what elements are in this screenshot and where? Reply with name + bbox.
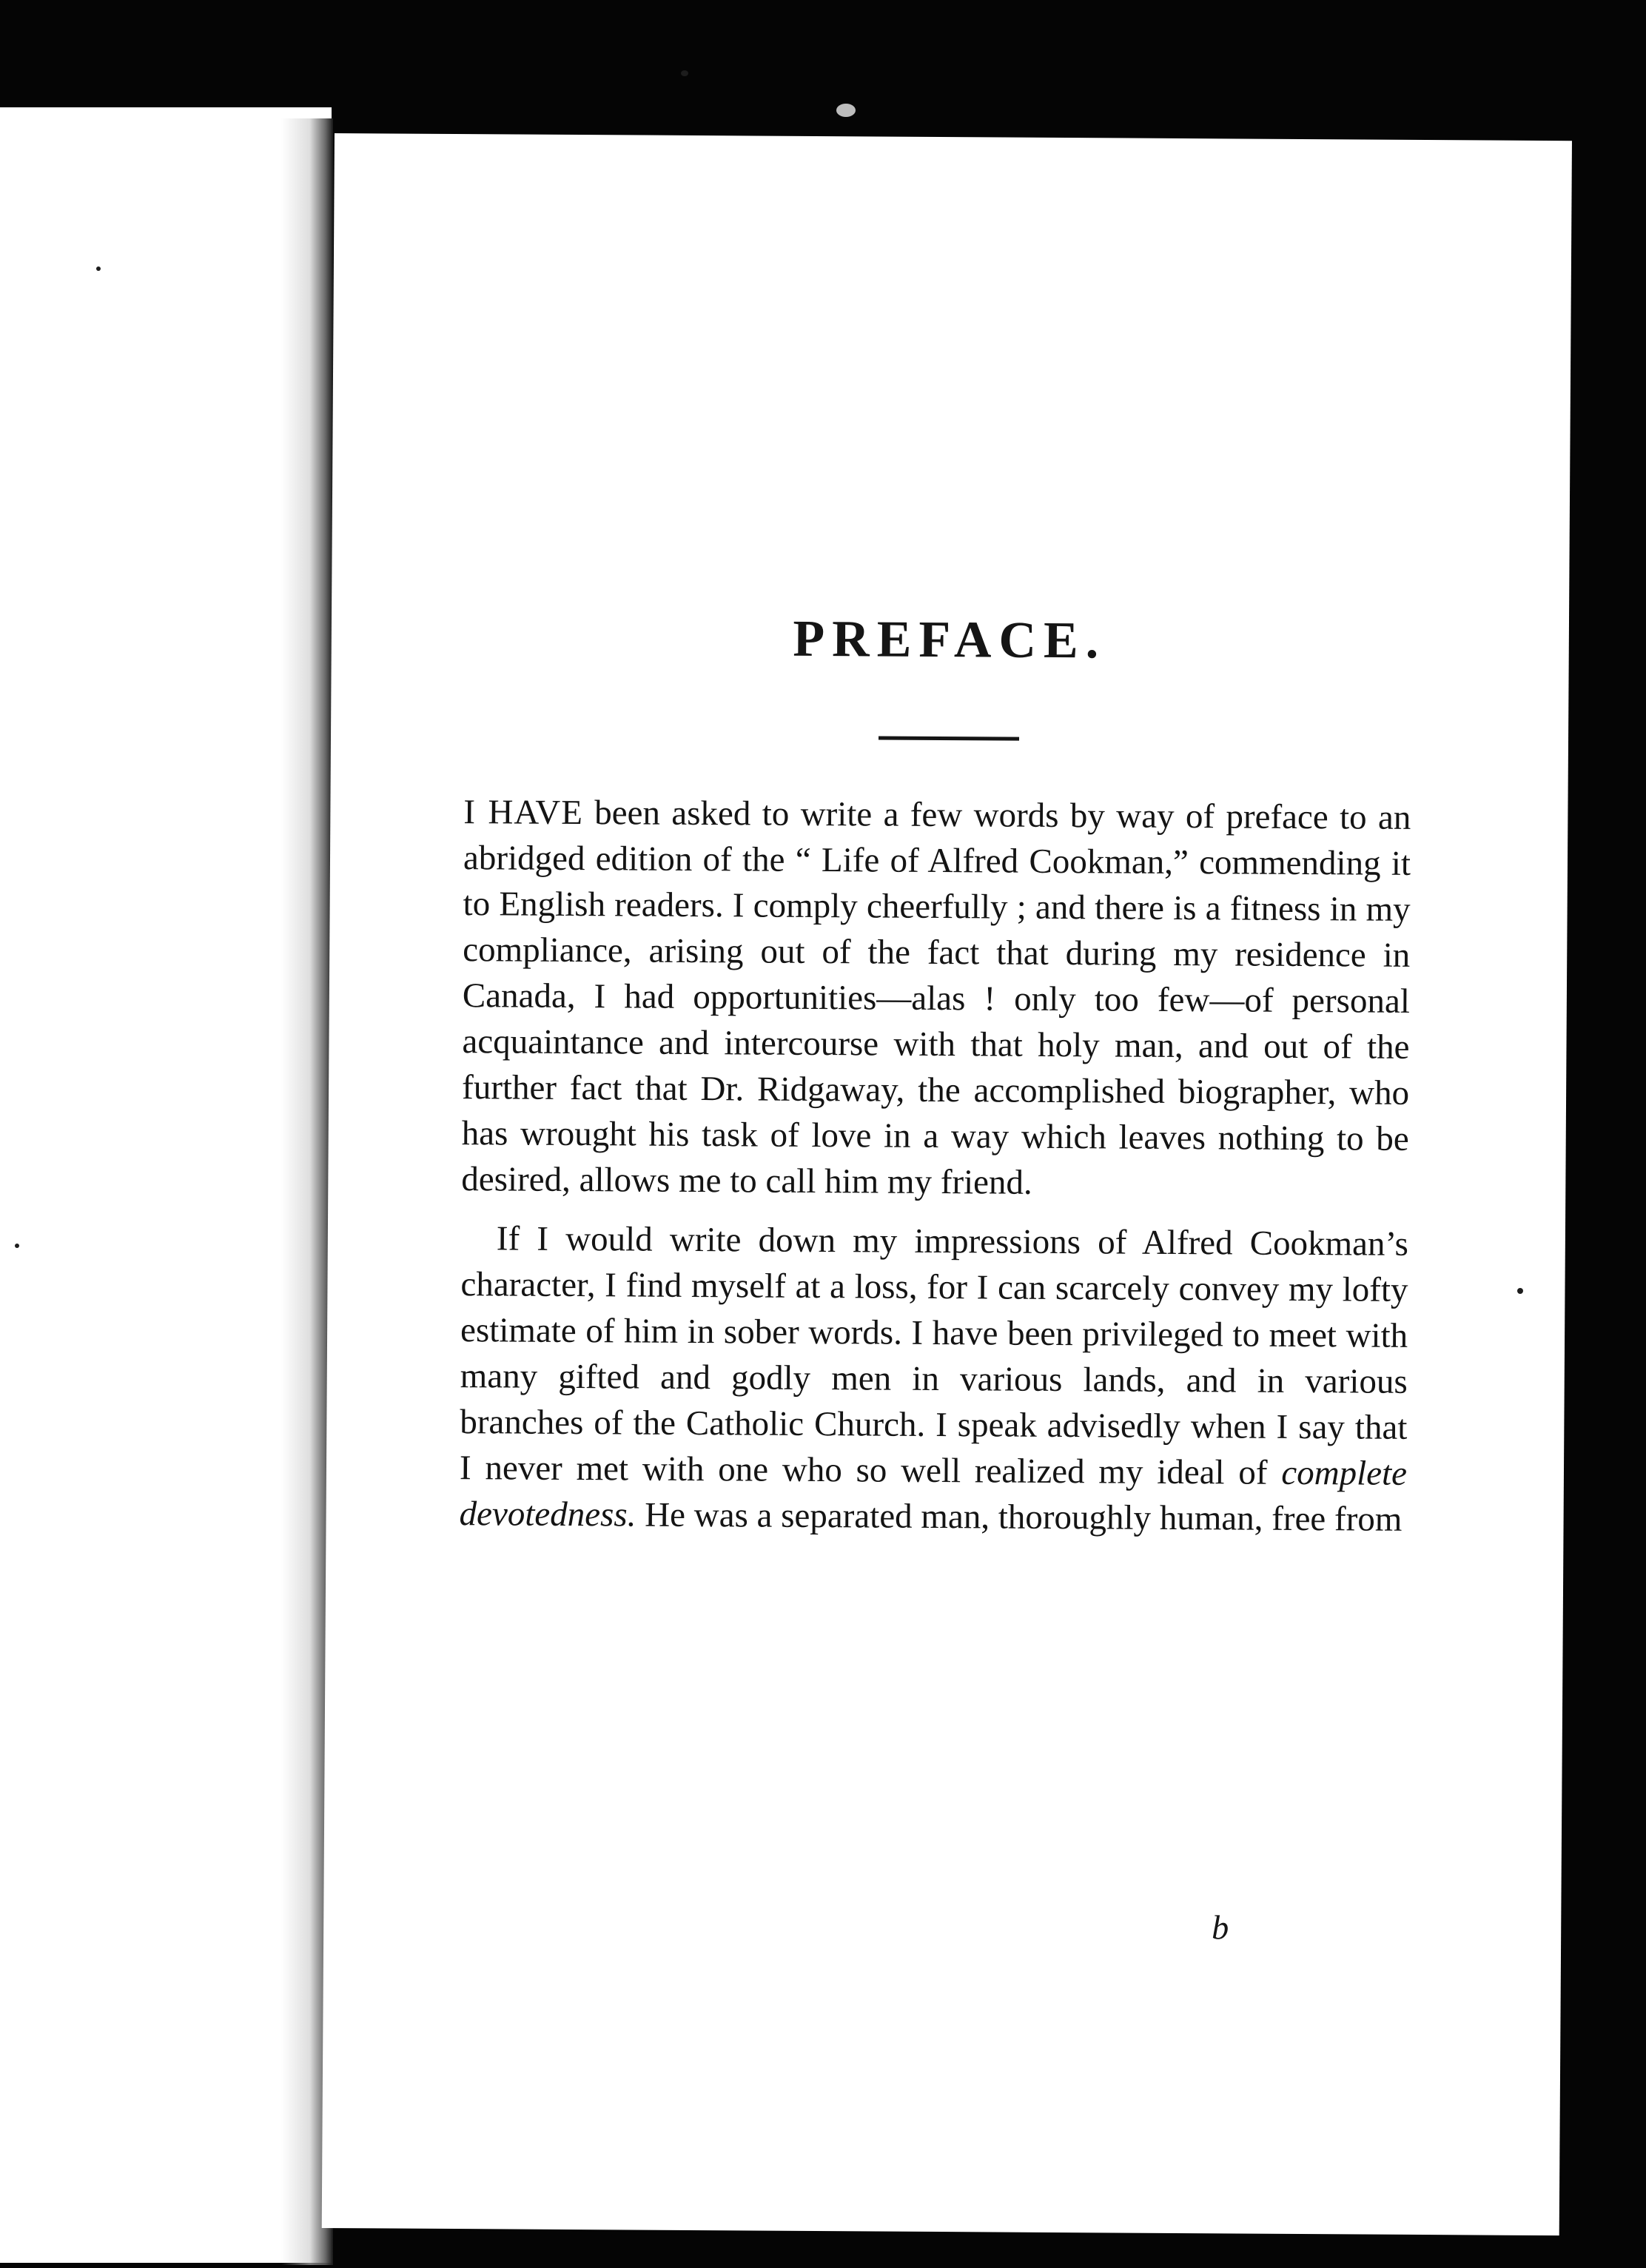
paragraph-2 xyxy=(459,1215,1408,1543)
paragraph-2-text-before: If I would write down my impressions of Alfred Cookman’s character, I find myself at a loss, for I can scarcely convey my lofty estimate of him in sober words. I have been privileged to meet with many gifted and godly men in various lands, and in various branches of the Catholic Church. I speak advisedly when I say that I never met with one who so well realized my ideal of xyxy=(459,1219,1409,1492)
title-rule xyxy=(879,737,1019,741)
scan-speck xyxy=(96,266,101,271)
scan-speck xyxy=(15,1244,19,1248)
right-page xyxy=(322,133,1572,2235)
scan-speck xyxy=(1517,1288,1523,1294)
paragraph-2-emphasis: complete devotedness. xyxy=(459,1453,1408,1534)
scan-speck xyxy=(681,70,688,76)
page-content xyxy=(459,608,1412,1556)
paragraph-1-lead: I HAVE xyxy=(463,793,584,833)
signature-mark: b xyxy=(1212,1908,1229,1947)
page-title: PREFACE. xyxy=(793,610,1106,670)
scan-speck xyxy=(836,104,856,117)
paragraph-1-text: been asked to write a few words by way of preface to an abridged edition of the “ Life of Alfred Cookman,” commending it to English readers. I comply cheerfully ; and there is a fitness in my compliance, arising out of the fact that during my residence in Canada, I had opportunities—alas ! only too few—of personal acquaintance and intercourse with that holy man, and out of the further fact that Dr. Ridgaway, the accomplished biographer, who has wrought his task of love in a way which leaves nothing to be desired, allows me to call him my friend. xyxy=(461,794,1411,1202)
paragraph-2-text-after: He was a separated man, thoroughly human, free from xyxy=(636,1495,1403,1539)
paragraph-1 xyxy=(461,789,1411,1208)
